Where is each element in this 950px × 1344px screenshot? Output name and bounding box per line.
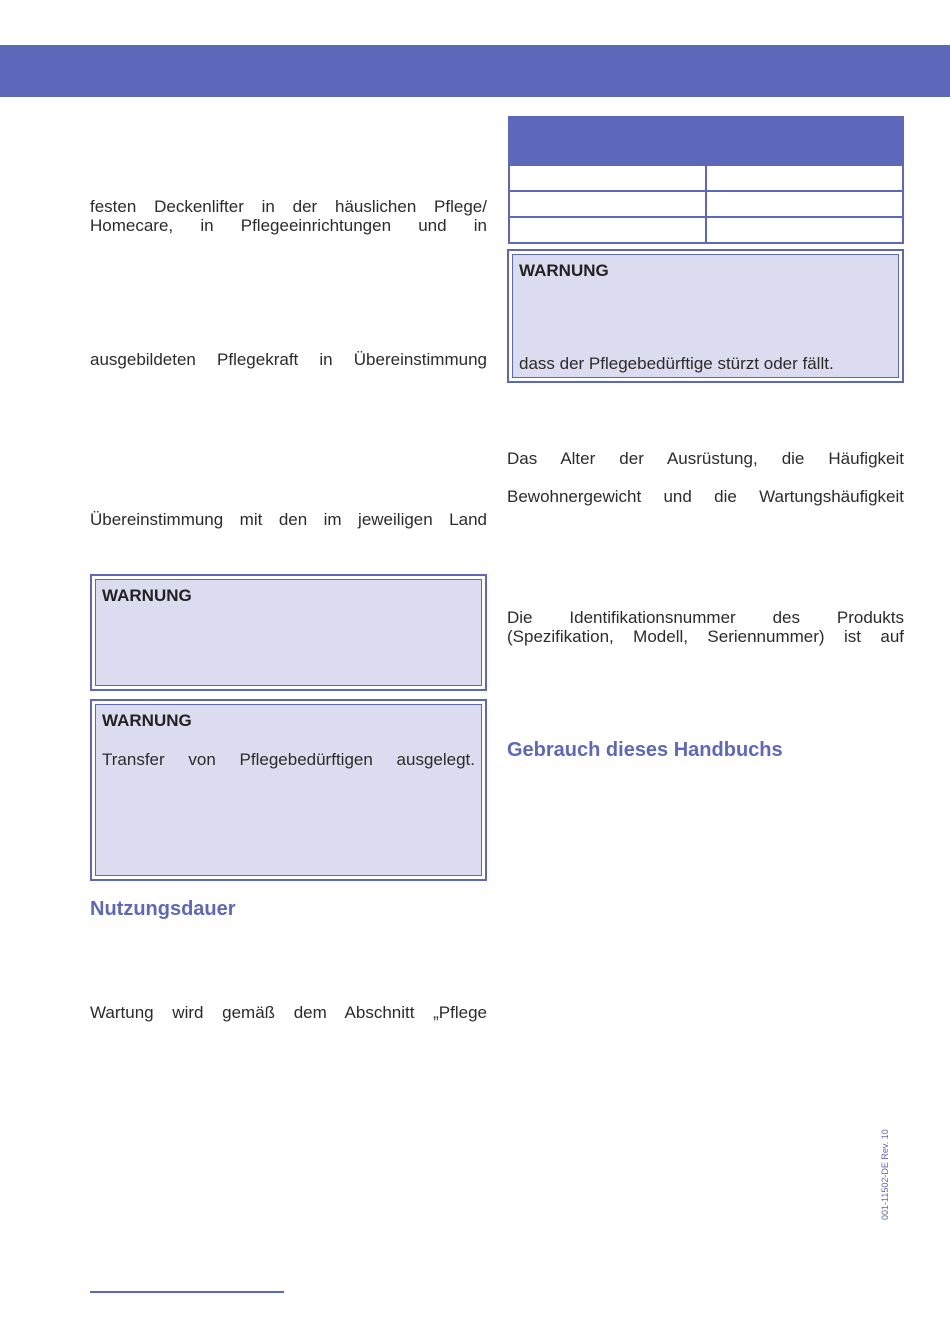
paragraph-maintenance: Wartung wird gemäß dem Abschnitt „Pflege	[90, 1003, 487, 1022]
paragraph-id-number-line1: Die Identifikationsnummer des Produkts	[507, 608, 904, 627]
document-number: 001-11502-DE Rev. 10	[880, 1129, 890, 1220]
footer-rule	[90, 1291, 284, 1293]
warning-box-3	[507, 249, 904, 383]
warning-box-2	[90, 699, 487, 881]
heading-nutzungsdauer: Nutzungsdauer	[90, 898, 236, 920]
header-bar	[0, 45, 950, 97]
table-row	[509, 217, 903, 243]
warning-title: WARNUNG	[102, 586, 192, 605]
warning-title: WARNUNG	[102, 711, 192, 730]
table-row	[509, 165, 903, 191]
table-row	[509, 191, 903, 217]
paragraph-resident-weight: Bewohnergewicht und die Wartungshäufigkeit	[507, 487, 904, 506]
warning-box-1	[90, 574, 487, 691]
paragraph-id-number-line2: (Spezifikation, Modell, Seriennummer) ist auf	[507, 627, 904, 646]
warning-title: WARNUNG	[519, 261, 609, 280]
spec-table	[508, 116, 904, 244]
table-header-cell	[509, 117, 706, 165]
paragraph-regulations: Übereinstimmung mit den im jeweiligen Land	[90, 510, 487, 529]
paragraph-equipment-age: Das Alter der Ausrüstung, die Häufigkeit	[507, 449, 904, 468]
heading-handbuch: Gebrauch dieses Handbuchs	[507, 739, 783, 761]
warning-text: dass der Pflegebedürftige stürzt oder fällt.	[519, 354, 834, 373]
paragraph-training: ausgebildeten Pflegekraft in Übereinstimmung	[90, 350, 487, 369]
paragraph-intro-line2: Homecare, in Pflegeeinrichtungen und in	[90, 216, 487, 235]
warning-text: Transfer von Pflegebedürftigen ausgelegt.	[102, 750, 475, 769]
table-header-cell	[706, 117, 903, 165]
paragraph-intro-line1: festen Deckenlifter in der häuslichen Pflege/	[90, 197, 487, 216]
